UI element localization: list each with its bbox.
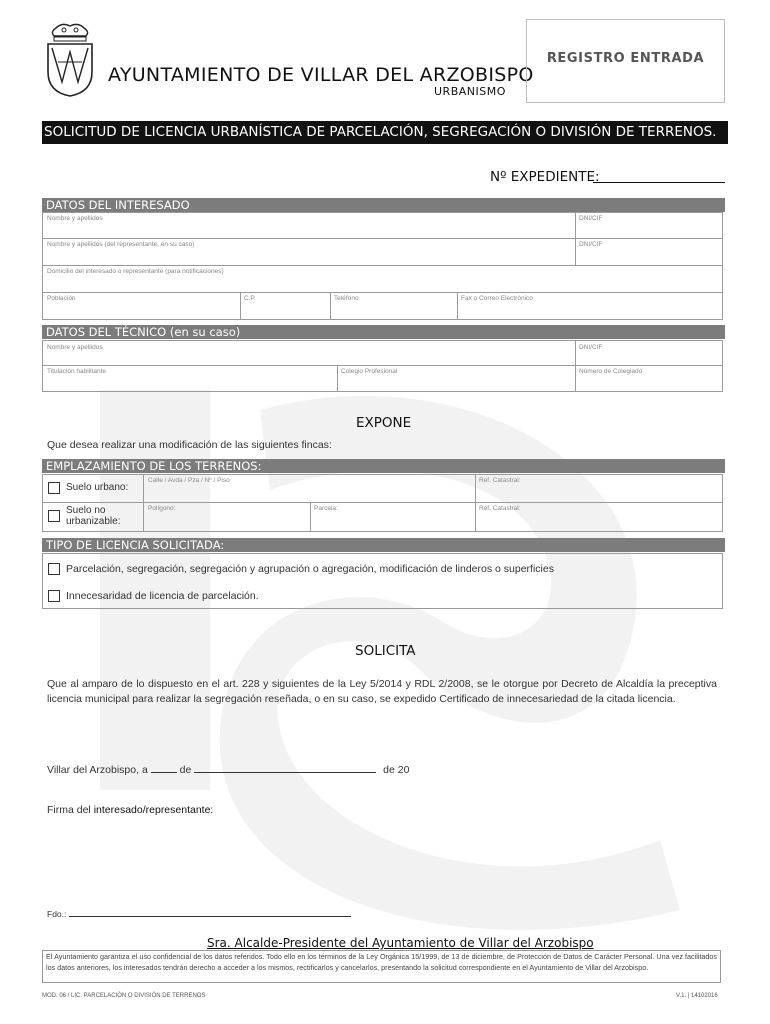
- expediente-field[interactable]: [593, 182, 725, 183]
- divider: [575, 365, 576, 391]
- section-tecnico: DATOS DEL TÉCNICO (en su caso): [42, 325, 725, 339]
- field-cp[interactable]: C.P.: [244, 295, 256, 302]
- fecha-dia-field[interactable]: [151, 772, 177, 773]
- section-emplazamiento: EMPLAZAMIENTO DE LOS TERRENOS:: [42, 459, 725, 473]
- interesado-table: [42, 212, 723, 320]
- field-domicilio[interactable]: Domicilio del interesado o representante (para notificaciones): [47, 268, 224, 275]
- fecha-de-2: de 20: [383, 764, 410, 776]
- field-dni[interactable]: DNI/CIF: [579, 215, 603, 222]
- field-numero-colegiado[interactable]: Número de Colegiado: [579, 368, 643, 375]
- expone-text: Que desea realizar una modificación de las siguientes fincas:: [47, 439, 332, 451]
- field-telefono[interactable]: Teléfono: [334, 295, 359, 302]
- solicita-text: Que al amparo de lo dispuesto en el art. 228 y siguientes de la Ley 5/2014 y RDL 2/2008, se le otorgue por Decreto de Alcaldía la preceptiva licencia municipal para realizar la segregación reseñada, o en su caso, se expedido Certificado de innecesariedad de la citada licencia.: [47, 678, 717, 705]
- divider: [42, 265, 723, 266]
- suelo-urbano-label: Suelo urbano:: [66, 482, 129, 493]
- field-parcela[interactable]: Parcela:: [314, 505, 338, 512]
- expediente-label: Nº EXPEDIENTE:: [490, 169, 600, 185]
- fecha-place: Villar del Arzobispo, a: [47, 764, 148, 776]
- section-interesado: DATOS DEL INTERESADO: [42, 198, 725, 212]
- field-tecnico-nombre[interactable]: Nombre y apellidos: [47, 344, 103, 351]
- field-dni-representante[interactable]: DNI/CIF: [579, 241, 603, 248]
- suelo-no-urbanizable-checkbox[interactable]: [48, 510, 60, 522]
- field-calle[interactable]: Calle / Avda / Pza / Nº / Piso: [148, 477, 230, 484]
- firma-prefix: Firma del: [47, 804, 94, 816]
- field-colegio[interactable]: Colegio Profesional: [341, 368, 398, 375]
- solicita-heading: SOLICITA: [355, 643, 416, 659]
- parcelacion-label: Parcelación, segregación, segregación y agrupación o agregación, modificación de linderos o superficies: [66, 563, 554, 575]
- divider: [575, 340, 576, 365]
- field-tecnico-dni[interactable]: DNI/CIF: [579, 344, 603, 351]
- suelo-urbano-checkbox[interactable]: [48, 482, 60, 494]
- innecesaridad-label: Innecesaridad de licencia de parcelación.: [66, 590, 259, 602]
- field-ref-catastral-2[interactable]: Ref. Catastral:: [479, 505, 521, 512]
- field-representante[interactable]: Nombre y apellidos (del representante, en su caso): [47, 241, 195, 248]
- field-ref-catastral-1[interactable]: Ref. Catastral:: [479, 477, 521, 484]
- divider: [575, 212, 576, 238]
- footer-model: MOD. 06 / LIC. PARCELACIÓN O DIVISIÓN DE TERRENOS: [42, 993, 206, 999]
- divider: [42, 365, 723, 366]
- section-tipo-licencia: TIPO DE LICENCIA SOLICITADA:: [42, 538, 725, 552]
- footer-version: V.1. | 14102016: [676, 993, 718, 999]
- fecha-line: [47, 764, 409, 776]
- tecnico-table: [42, 340, 723, 392]
- field-poligono[interactable]: Polígono:: [148, 505, 176, 512]
- suelo-no-urbanizable-label-1: Suelo no: [66, 505, 106, 516]
- fdo-label: Fdo.:: [47, 909, 67, 919]
- department-name: URBANISMO: [434, 85, 506, 98]
- fdo-field[interactable]: [69, 916, 351, 917]
- divider: [42, 292, 723, 293]
- form-title: SOLICITUD DE LICENCIA URBANÍSTICA DE PARCELACIÓN, SEGREGACIÓN O DIVISIÓN DE TERRENOS.: [42, 121, 728, 144]
- registro-entrada-box: [526, 19, 725, 103]
- divider: [240, 292, 241, 319]
- destinatario: Sra. Alcalde-Presidente del Ayuntamiento de Villar del Arzobispo: [207, 936, 594, 950]
- divider: [42, 502, 723, 503]
- field-poblacion[interactable]: Población: [47, 295, 76, 302]
- divider: [575, 238, 576, 265]
- field-fax-email[interactable]: Fax o Correo Electrónico: [461, 295, 533, 302]
- emplazamiento-table: [42, 474, 723, 532]
- divider: [143, 474, 144, 531]
- divider: [330, 292, 331, 319]
- divider: [457, 292, 458, 319]
- registro-entrada-label: REGISTRO ENTRADA: [546, 51, 705, 66]
- divider: [337, 365, 338, 391]
- expone-heading: EXPONE: [356, 415, 412, 431]
- field-titulacion[interactable]: Titulación habilitante: [47, 368, 107, 375]
- divider: [310, 502, 311, 531]
- divider: [42, 238, 723, 239]
- divider: [475, 474, 476, 531]
- municipal-crest-icon: [44, 22, 96, 98]
- fecha-mes-field[interactable]: [194, 772, 376, 773]
- legal-notice: El Ayuntamiento garantiza el uso confidencial de los datos referidos. Todo ello en los términos de la Ley Orgánica 15/1999, de 13 de diciembre, de Protección de Datos de Carácter Personal. Una vez facilitados los datos anteriores, los interesados tendrán derecho a acceder a los mismos, rectificarlos y cancelarlos, presentando la solicitud correspondiente en el Ayuntamiento de Villar del Arzobispo.: [42, 950, 721, 983]
- firma-line: [47, 804, 213, 816]
- organization-name: AYUNTAMIENTO DE VILLAR DEL ARZOBISPO: [108, 64, 534, 86]
- fdo-line: [47, 909, 351, 919]
- firma-who: interesado/representante:: [93, 804, 214, 816]
- fecha-de-1: de: [179, 764, 192, 776]
- field-nombre[interactable]: Nombre y apellidos: [47, 215, 103, 222]
- innecesaridad-checkbox[interactable]: [48, 590, 60, 602]
- parcelacion-checkbox[interactable]: [48, 563, 60, 575]
- suelo-no-urbanizable-label-2: urbanizable:: [66, 516, 121, 527]
